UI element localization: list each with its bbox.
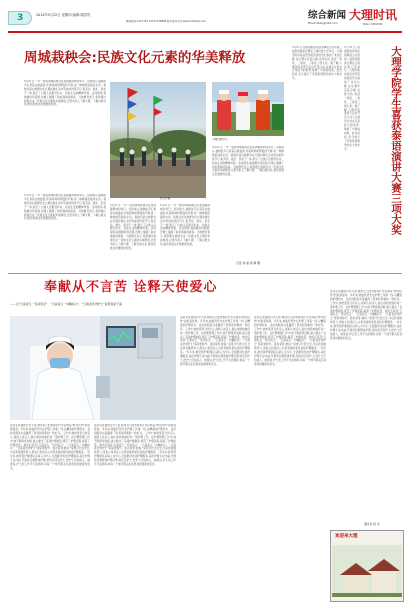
article-photo-procession bbox=[110, 82, 206, 198]
article-zhoucheng-col4: 5月21日,一年一度的周城栽秧会在喜洲镇周城村举行。田间地头,插秧能手们身着白族盛装,伴着唢呐和锣鼓的节奏,将一株株秧苗插进水田。栽秧会是白族群众在长期农耕生活中形成的传统节日,集劳动、娱乐、祭祀于一体,展示了白族人民勤劳朴实、热爱生活的精神风貌。活动现场,栽秧旗迎风招展,田埂上围满了前来观看的游客。当地群众表示,希望通过栽秧会这一民族文化元素的华美释放,让更多的人了解大理、了解白族文化,推动民族文化旅游的发展。 bbox=[212, 146, 284, 177]
article-photo-women-costume bbox=[212, 82, 284, 136]
ad-box bbox=[330, 530, 404, 602]
page-number-badge bbox=[8, 11, 32, 25]
article1-byline: 记者 杨 丽 杨 静 摄 bbox=[236, 261, 261, 265]
brand-logo: 大理时讯 bbox=[349, 8, 398, 22]
section-divider bbox=[8, 273, 402, 274]
article-thai-col1: 5月21日,由泰国驻昆明总领事馆主办的第二届泰语演讲比赛在云南民族大学举行。大理学院东南亚语学院选派的学生参加了本次比赛,在比赛中沉着冷静,发挥出色,喜获一等奖、二等奖、三等奖三项大奖。据了解,大理学院泰语专业自开设以来,注重学生语言应用能力的培养,取得了丰硕的成果。此次获奖,充分展示了学院泰语教学的实力和水平。 bbox=[292, 46, 342, 81]
email: Email:dlsxbj@163.com bbox=[308, 22, 338, 25]
article-thai-headline: 大理学院学生喜获泰语演讲大赛三项大奖 bbox=[390, 46, 402, 235]
page-number: 3 bbox=[17, 13, 24, 23]
contact-line: 新闻热线:2127750 13577258888 数字报刊平台:www.dalidaily.com bbox=[126, 20, 206, 23]
ad-building-illustration bbox=[332, 545, 402, 597]
article3-byline: 通讯员 杨 华 bbox=[364, 522, 380, 526]
masthead bbox=[8, 5, 402, 35]
brand-english: DALI SHIXUN bbox=[363, 22, 383, 26]
section-name: 综合新闻 bbox=[308, 10, 347, 21]
article-nurse-col3: 这是名普通的白衣天使,她用自己的青春和汗水诠释着"救死扶伤"的崇高使命。多年来,她始终坚守在护理工作第一线,以精湛的护理技术、良好的服务态度赢得了患者和同事的一致好评。工作中,她把患者当作亲人,视病人如亲人,耐心细致地做好每一项护理工作。在护理管理工作中,她不断探索创新,建立健全了各项护理制度,规范了护理流程,提高了护理质量。她先后荣获"云南省五一劳动奖章"、"云南省五一巾帼标兵"、"云南省优秀护士"等荣誉称号。面对荣誉,她说:"荣誉只代表过去,今后我将继续努力,用爱心和责任心为患者提供更优质的护理服务。"多年来,她带领护理团队以病人为中心,全面推进优质护理服务,深化护理专业内涵,开展责任制整体护理,把时间还给护士,把护士还给病人。她常说,护士的工作平凡而琐碎,但每一个细节都关系到患者的健康和安全。 bbox=[180, 316, 250, 366]
article-nurse-subheadline: ——记"云南省五一劳动奖章"、"云南省五一巾帼标兵"、"云南省优秀护士"获得者赵子丽 bbox=[10, 302, 123, 306]
article-nurse-headline: 奉献从不言苦 诠释天使爱心 bbox=[44, 280, 218, 295]
article-thai-col2: 5月21日,由泰国驻昆明总领事馆主办的第二届泰语演讲比赛在云南民族大学举行。大理学院东南亚语学院选派的学生参加了本次比赛,在比赛中沉着冷静,发挥出色,喜获一等奖、二等奖、三等奖三项大奖。据了解,大理学院泰语专业自开设以来,注重学生语言应用能力的培养,取得了丰硕的成果。此次获奖,充分展示了学院泰语教学的实力和水平。 bbox=[344, 46, 360, 151]
article-zhoucheng-col1: 5月21日,一年一度的周城栽秧会在喜洲镇周城村举行。田间地头,插秧能手们身着白族盛装,伴着唢呐和锣鼓的节奏,将一株株秧苗插进水田。栽秧会是白族群众在长期农耕生活中形成的传统节日,集劳动、娱乐、祭祀于一体,展示了白族人民勤劳朴实、热爱生活的精神风貌。活动现场,栽秧旗迎风招展,田埂上围满了前来观看的游客。当地群众表示,希望通过栽秧会这一民族文化元素的华美释放,让更多的人了解大理、了解白族文化,推动民族文化旅游的发展。 bbox=[24, 80, 106, 107]
article-zhoucheng-col3: 5月21日,一年一度的周城栽秧会在喜洲镇周城村举行。田间地头,插秧能手们身着白族盛装,伴着唢呐和锣鼓的节奏,将一株株秧苗插进水田。栽秧会是白族群众在长期农耕生活中形成的传统节日,集劳动、娱乐、祭祀于一体,展示了白族人民勤劳朴实、热爱生活的精神风貌。活动现场,栽秧旗迎风招展,田埂上围满了前来观看的游客。当地群众表示,希望通过栽秧会这一民族文化元素的华美释放,让更多的人了解大理、了解白族文化,推动民族文化旅游的发展。 bbox=[160, 204, 210, 247]
article-nurse-col5: 这是名普通的白衣天使,她用自己的青春和汗水诠释着"救死扶伤"的崇高使命。多年来,她始终坚守在护理工作第一线,以精湛的护理技术、良好的服务态度赢得了患者和同事的一致好评。工作中,她把患者当作亲人,视病人如亲人,耐心细致地做好每一项护理工作。在护理管理工作中,她不断探索创新,建立健全了各项护理制度,规范了护理流程,提高了护理质量。她先后荣获"云南省五一劳动奖章"、"云南省五一巾帼标兵"、"云南省优秀护士"等荣誉称号。面对荣誉,她说:"荣誉只代表过去,今后我将继续努力,用爱心和责任心为患者提供更优质的护理服务。"多年来,她带领护理团队以病人为中心,全面推进优质护理服务,深化护理专业内涵,开展责任制整体护理,把时间还给护士,把护士还给病人。她常说,护士的工作平凡而琐碎,但每一个细节都关系到患者的健康和安全。 bbox=[330, 290, 402, 340]
article-nurse-col4: 这是名普通的白衣天使,她用自己的青春和汗水诠释着"救死扶伤"的崇高使命。多年来,她始终坚守在护理工作第一线,以精湛的护理技术、良好的服务态度赢得了患者和同事的一致好评。工作中,她把患者当作亲人,视病人如亲人,耐心细致地做好每一项护理工作。在护理管理工作中,她不断探索创新,建立健全了各项护理制度,规范了护理流程,提高了护理质量。她先后荣获"云南省五一劳动奖章"、"云南省五一巾帼标兵"、"云南省优秀护士"等荣誉称号。面对荣誉,她说:"荣誉只代表过去,今后我将继续努力,用爱心和责任心为患者提供更优质的护理服务。"多年来,她带领护理团队以病人为中心,全面推进优质护理服务,深化护理专业内涵,开展责任制整体护理,把时间还给护士,把护士还给病人。她常说,护士的工作平凡而琐碎,但每一个细节都关系到患者的健康和安全。 bbox=[254, 316, 326, 366]
masthead-rule bbox=[8, 31, 402, 33]
article-nurse-col2: 这是名普通的白衣天使,她用自己的青春和汗水诠释着"救死扶伤"的崇高使命。多年来,她始终坚守在护理工作第一线,以精湛的护理技术、良好的服务态度赢得了患者和同事的一致好评。工作中,她把患者当作亲人,视病人如亲人,耐心细致地做好每一项护理工作。在护理管理工作中,她不断探索创新,建立健全了各项护理制度,规范了护理流程,提高了护理质量。她先后荣获"云南省五一劳动奖章"、"云南省五一巾帼标兵"、"云南省优秀护士"等荣誉称号。面对荣誉,她说:"荣誉只代表过去,今后我将继续努力,用爱心和责任心为患者提供更优质的护理服务。"多年来,她带领护理团队以病人为中心,全面推进优质护理服务,深化护理专业内涵,开展责任制整体护理,把时间还给护士,把护士还给病人。她常说,护士的工作平凡而琐碎,但每一个细节都关系到患者的健康和安全。 bbox=[94, 424, 176, 467]
photo2-caption: 大理白族节日 bbox=[212, 138, 228, 141]
issue-date: 2014年5月22日 星期四 编辑:周国茂 bbox=[36, 13, 91, 17]
article-zhoucheng-col2: 5月21日,一年一度的周城栽秧会在喜洲镇周城村举行。田间地头,插秧能手们身着白族盛装,伴着唢呐和锣鼓的节奏,将一株株秧苗插进水田。栽秧会是白族群众在长期农耕生活中形成的传统节日,集劳动、娱乐、祭祀于一体,展示了白族人民勤劳朴实、热爱生活的精神风貌。活动现场,栽秧旗迎风招展,田埂上围满了前来观看的游客。当地群众表示,希望通过栽秧会这一民族文化元素的华美释放,让更多的人了解大理、了解白族文化,推动民族文化旅游的发展。 bbox=[110, 204, 156, 250]
ad-text: 欢迎来大理 bbox=[335, 534, 358, 539]
article-zhoucheng-headline: 周城栽秧会:民族文化元素的华美释放 bbox=[24, 50, 246, 66]
photo1-caption: 秋日小镇 bbox=[160, 197, 171, 200]
article-photo-nurse bbox=[10, 316, 176, 420]
article-nurse-col1: 这是名普通的白衣天使,她用自己的青春和汗水诠释着"救死扶伤"的崇高使命。多年来,她始终坚守在护理工作第一线,以精湛的护理技术、良好的服务态度赢得了患者和同事的一致好评。工作中,她把患者当作亲人,视病人如亲人,耐心细致地做好每一项护理工作。在护理管理工作中,她不断探索创新,建立健全了各项护理制度,规范了护理流程,提高了护理质量。她先后荣获"云南省五一劳动奖章"、"云南省五一巾帼标兵"、"云南省优秀护士"等荣誉称号。面对荣誉,她说:"荣誉只代表过去,今后我将继续努力,用爱心和责任心为患者提供更优质的护理服务。"多年来,她带领护理团队以病人为中心,全面推进优质护理服务,深化护理专业内涵,开展责任制整体护理,把时间还给护士,把护士还给病人。她常说,护士的工作平凡而琐碎,但每一个细节都关系到患者的健康和安全。 bbox=[10, 424, 90, 470]
article-zhoucheng-col1b: 5月21日,一年一度的周城栽秧会在喜洲镇周城村举行。田间地头,插秧能手们身着白族盛装,伴着唢呐和锣鼓的节奏,将一株株秧苗插进水田。栽秧会是白族群众在长期农耕生活中形成的传统节日,集劳动、娱乐、祭祀于一体,展示了白族人民勤劳朴实、热爱生活的精神风貌。活动现场,栽秧旗迎风招展,田埂上围满了前来观看的游客。当地群众表示,希望通过栽秧会这一民族文化元素的华美释放,让更多的人了解大理、了解白族文化,推动民族文化旅游的发展。 bbox=[24, 194, 106, 221]
